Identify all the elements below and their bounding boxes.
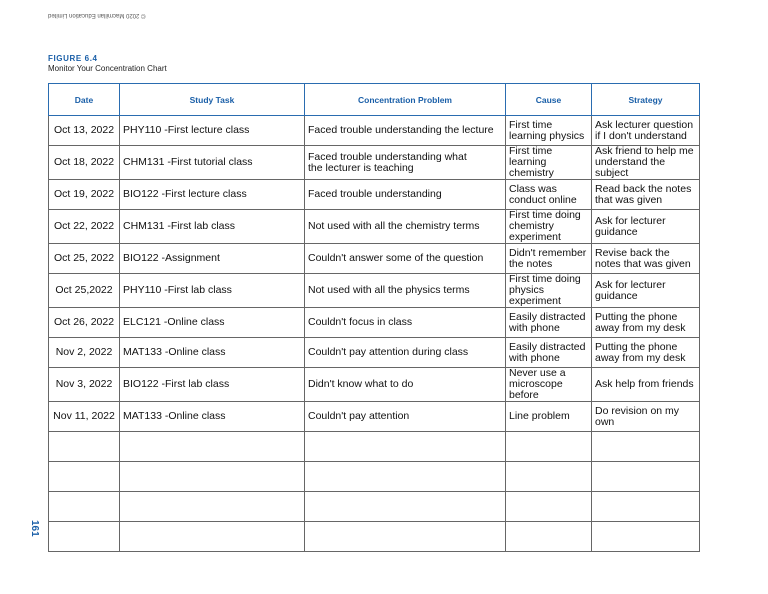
- cell-strategy-empty: [592, 492, 700, 522]
- header-concentration-problem: Concentration Problem: [305, 84, 506, 116]
- header-study-task: Study Task: [120, 84, 305, 116]
- table-row: [49, 402, 700, 432]
- cell-date: Oct 19, 2022: [49, 180, 120, 210]
- empty-table-row: [49, 462, 700, 492]
- cell-date-empty: [49, 432, 120, 462]
- cell-concentration-problem: Couldn't answer some of the question: [305, 244, 506, 274]
- table-row: [49, 368, 700, 402]
- cell-date: Oct 22, 2022: [49, 210, 120, 244]
- cell-date: Oct 13, 2022: [49, 116, 120, 146]
- cell-concentration-problem: Couldn't pay attention: [305, 402, 506, 432]
- cell-strategy: Ask lecturer question if I don't understand: [592, 116, 700, 146]
- cell-study-task: MAT133 -Online class: [120, 338, 305, 368]
- cell-strategy: Read back the notes that was given: [592, 180, 700, 210]
- cell-concentration-problem: Faced trouble understanding the lecture: [305, 116, 506, 146]
- concentration-chart-table: [48, 83, 700, 552]
- cell-study-task-empty: [120, 492, 305, 522]
- cell-concentration-problem: Faced trouble understanding: [305, 180, 506, 210]
- cell-concentration-problem: Not used with all the physics terms: [305, 274, 506, 308]
- cell-strategy: Ask help from friends: [592, 368, 700, 402]
- cell-cause: Didn't remember the notes: [506, 244, 592, 274]
- cell-cause-empty: [506, 492, 592, 522]
- cell-cause: Easily distracted with phone: [506, 338, 592, 368]
- cell-date: Nov 11, 2022: [49, 402, 120, 432]
- cell-date: Nov 3, 2022: [49, 368, 120, 402]
- copyright-notice: © 2020 Macmillan Education Limited: [48, 12, 146, 18]
- header-date: Date: [49, 84, 120, 116]
- table-row: [49, 308, 700, 338]
- cell-strategy: Ask for lecturer guidance: [592, 274, 700, 308]
- cell-cause-empty: [506, 432, 592, 462]
- cell-strategy: Do revision on my own: [592, 402, 700, 432]
- cell-date-empty: [49, 492, 120, 522]
- header-cause: Cause: [506, 84, 592, 116]
- cell-date-empty: [49, 522, 120, 552]
- cell-date: Oct 25, 2022: [49, 244, 120, 274]
- cell-study-task: MAT133 -Online class: [120, 402, 305, 432]
- cell-study-task: PHY110 -First lecture class: [120, 116, 305, 146]
- cell-study-task: PHY110 -First lab class: [120, 274, 305, 308]
- table-row: [49, 210, 700, 244]
- cell-study-task-empty: [120, 432, 305, 462]
- cell-cause: First time learning chemistry: [506, 146, 592, 180]
- cell-strategy: Ask friend to help me understand the subject: [592, 146, 700, 180]
- empty-table-row: [49, 492, 700, 522]
- cell-date: Nov 2, 2022: [49, 338, 120, 368]
- table-row: [49, 116, 700, 146]
- cell-cause: First time doing chemistry experiment: [506, 210, 592, 244]
- cell-concentration-problem: Couldn't focus in class: [305, 308, 506, 338]
- table-header-row: [49, 84, 700, 116]
- cell-concentration-problem-empty: [305, 462, 506, 492]
- cell-cause-empty: [506, 462, 592, 492]
- cell-study-task: BIO122 -First lecture class: [120, 180, 305, 210]
- cell-concentration-problem-empty: [305, 432, 506, 462]
- cell-strategy: Ask for lecturer guidance: [592, 210, 700, 244]
- cell-concentration-problem-empty: [305, 522, 506, 552]
- figure-title: Monitor Your Concentration Chart: [48, 64, 167, 73]
- cell-date: Oct 26, 2022: [49, 308, 120, 338]
- cell-cause: First time learning physics: [506, 116, 592, 146]
- cell-concentration-problem: Not used with all the chemistry terms: [305, 210, 506, 244]
- cell-cause: Easily distracted with phone: [506, 308, 592, 338]
- table-row: [49, 146, 700, 180]
- cell-cause: First time doing physics experiment: [506, 274, 592, 308]
- cell-cause: Never use a microscope before: [506, 368, 592, 402]
- cell-strategy-empty: [592, 432, 700, 462]
- cell-date: Oct 18, 2022: [49, 146, 120, 180]
- header-strategy: Strategy: [592, 84, 700, 116]
- cell-strategy-empty: [592, 462, 700, 492]
- cell-strategy-empty: [592, 522, 700, 552]
- cell-strategy: Putting the phone away from my desk: [592, 338, 700, 368]
- cell-concentration-problem: Couldn't pay attention during class: [305, 338, 506, 368]
- cell-strategy: Revise back the notes that was given: [592, 244, 700, 274]
- cell-cause-empty: [506, 522, 592, 552]
- cell-study-task: CHM131 -First tutorial class: [120, 146, 305, 180]
- cell-date-empty: [49, 462, 120, 492]
- empty-table-row: [49, 522, 700, 552]
- cell-study-task: BIO122 -First lab class: [120, 368, 305, 402]
- table-row: [49, 180, 700, 210]
- table-row: [49, 338, 700, 368]
- empty-table-row: [49, 432, 700, 462]
- page-number: 161: [29, 520, 40, 537]
- table-row: [49, 244, 700, 274]
- cell-date: Oct 25,2022: [49, 274, 120, 308]
- cell-study-task-empty: [120, 522, 305, 552]
- cell-study-task: CHM131 -First lab class: [120, 210, 305, 244]
- cell-study-task: BIO122 -Assignment: [120, 244, 305, 274]
- cell-study-task-empty: [120, 462, 305, 492]
- cell-concentration-problem: Didn't know what to do: [305, 368, 506, 402]
- figure-label: FIGURE 6.4: [48, 54, 98, 63]
- cell-cause: Line problem: [506, 402, 592, 432]
- cell-strategy: Putting the phone away from my desk: [592, 308, 700, 338]
- cell-concentration-problem-empty: [305, 492, 506, 522]
- cell-cause: Class was conduct online: [506, 180, 592, 210]
- table-row: [49, 274, 700, 308]
- cell-concentration-problem: Faced trouble understanding what the lecturer is teaching: [305, 146, 506, 180]
- cell-study-task: ELC121 -Online class: [120, 308, 305, 338]
